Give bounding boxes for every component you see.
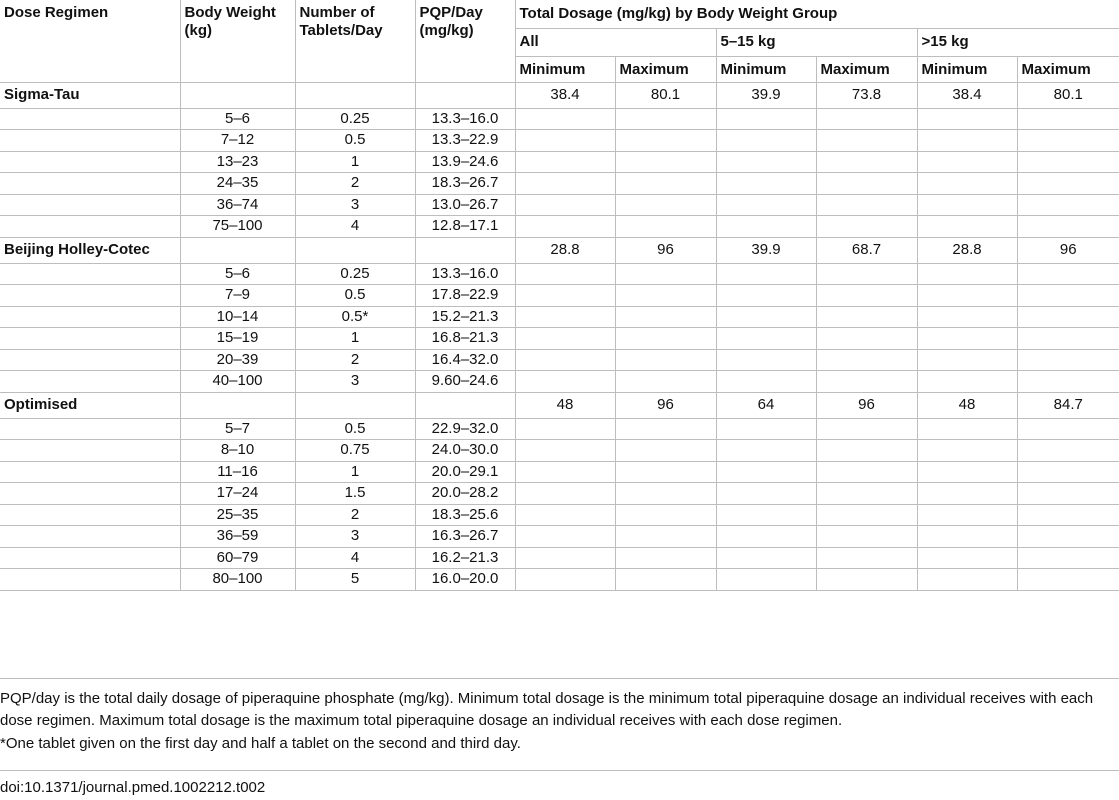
empty-cell	[615, 151, 716, 173]
empty-cell	[716, 461, 816, 483]
empty-cell	[917, 569, 1017, 591]
empty-cell	[716, 526, 816, 548]
empty-cell	[816, 461, 917, 483]
empty-cell	[0, 173, 180, 195]
empty-cell	[1017, 216, 1119, 238]
tablets-cell: 2	[295, 173, 415, 195]
regimen-row	[0, 82, 1119, 108]
empty-cell	[716, 483, 816, 505]
total-gt15-maximum: 84.7	[1017, 392, 1119, 418]
pqp-cell: 13.0–26.7	[415, 194, 515, 216]
tablets-cell: 2	[295, 349, 415, 371]
body-weight-cell: 17–24	[180, 483, 295, 505]
empty-cell	[515, 130, 615, 152]
table-row	[0, 194, 1119, 216]
empty-cell	[0, 371, 180, 393]
empty-cell	[716, 440, 816, 462]
tablets-cell: 0.5	[295, 418, 415, 440]
total-gt15-maximum: 96	[1017, 237, 1119, 263]
empty-cell	[515, 371, 615, 393]
empty-cell	[615, 349, 716, 371]
pqp-cell: 12.8–17.1	[415, 216, 515, 238]
empty-cell	[615, 285, 716, 307]
pqp-cell: 13.9–24.6	[415, 151, 515, 173]
empty-cell	[295, 237, 415, 263]
total-gt15-maximum: 80.1	[1017, 82, 1119, 108]
empty-cell	[1017, 108, 1119, 130]
header-group-gt15: >15 kg	[917, 28, 1119, 56]
empty-cell	[515, 216, 615, 238]
table-row	[0, 130, 1119, 152]
empty-cell	[515, 285, 615, 307]
empty-cell	[1017, 328, 1119, 350]
empty-cell	[917, 328, 1017, 350]
empty-cell	[917, 547, 1017, 569]
body-weight-cell: 13–23	[180, 151, 295, 173]
empty-cell	[415, 392, 515, 418]
empty-cell	[816, 328, 917, 350]
table-row	[0, 504, 1119, 526]
empty-cell	[615, 526, 716, 548]
empty-cell	[515, 483, 615, 505]
empty-cell	[1017, 371, 1119, 393]
empty-cell	[816, 371, 917, 393]
empty-cell	[615, 569, 716, 591]
body-weight-cell: 5–7	[180, 418, 295, 440]
body-weight-cell: 36–74	[180, 194, 295, 216]
empty-cell	[615, 108, 716, 130]
header-total-dosage: Total Dosage (mg/kg) by Body Weight Group	[515, 0, 1119, 28]
empty-cell	[1017, 263, 1119, 285]
total-gt15-minimum: 38.4	[917, 82, 1017, 108]
pqp-cell: 13.3–16.0	[415, 108, 515, 130]
total-5-15-minimum: 39.9	[716, 82, 816, 108]
body-weight-cell: 20–39	[180, 349, 295, 371]
empty-cell	[515, 263, 615, 285]
table-row	[0, 216, 1119, 238]
tablets-cell: 3	[295, 371, 415, 393]
empty-cell	[917, 151, 1017, 173]
empty-cell	[0, 418, 180, 440]
header-pqp-per-day: PQP/Day (mg/kg)	[415, 0, 515, 82]
tablets-cell: 0.25	[295, 108, 415, 130]
total-all-maximum: 80.1	[615, 82, 716, 108]
header-gt15-maximum: Maximum	[1017, 56, 1119, 82]
empty-cell	[615, 173, 716, 195]
table-row	[0, 483, 1119, 505]
empty-cell	[515, 504, 615, 526]
tablets-cell: 4	[295, 216, 415, 238]
pqp-cell: 18.3–26.7	[415, 173, 515, 195]
empty-cell	[0, 194, 180, 216]
empty-cell	[917, 483, 1017, 505]
empty-cell	[615, 263, 716, 285]
empty-cell	[615, 328, 716, 350]
empty-cell	[1017, 461, 1119, 483]
empty-cell	[515, 569, 615, 591]
body-weight-cell: 5–6	[180, 108, 295, 130]
empty-cell	[917, 526, 1017, 548]
empty-cell	[0, 547, 180, 569]
empty-cell	[1017, 173, 1119, 195]
empty-cell	[180, 82, 295, 108]
empty-cell	[917, 263, 1017, 285]
empty-cell	[0, 285, 180, 307]
total-all-minimum: 48	[515, 392, 615, 418]
empty-cell	[0, 504, 180, 526]
regimen-row	[0, 237, 1119, 263]
empty-cell	[515, 349, 615, 371]
empty-cell	[917, 461, 1017, 483]
empty-cell	[515, 306, 615, 328]
empty-cell	[1017, 349, 1119, 371]
empty-cell	[917, 306, 1017, 328]
empty-cell	[816, 194, 917, 216]
doi-container	[0, 770, 1119, 797]
pqp-cell: 17.8–22.9	[415, 285, 515, 307]
empty-cell	[716, 173, 816, 195]
empty-cell	[615, 306, 716, 328]
header-body-weight: Body Weight (kg)	[180, 0, 295, 82]
empty-cell	[615, 418, 716, 440]
table-row	[0, 108, 1119, 130]
header-all-minimum: Minimum	[515, 56, 615, 82]
empty-cell	[515, 328, 615, 350]
body-weight-cell: 10–14	[180, 306, 295, 328]
table-body	[0, 82, 1119, 590]
body-weight-cell: 5–6	[180, 263, 295, 285]
empty-cell	[1017, 483, 1119, 505]
empty-cell	[180, 237, 295, 263]
total-all-maximum: 96	[615, 392, 716, 418]
empty-cell	[615, 130, 716, 152]
pqp-cell: 20.0–28.2	[415, 483, 515, 505]
body-weight-cell: 7–9	[180, 285, 295, 307]
table-row	[0, 547, 1119, 569]
empty-cell	[917, 349, 1017, 371]
pqp-cell: 9.60–24.6	[415, 371, 515, 393]
body-weight-cell: 75–100	[180, 216, 295, 238]
empty-cell	[615, 461, 716, 483]
empty-cell	[1017, 547, 1119, 569]
total-5-15-maximum: 73.8	[816, 82, 917, 108]
empty-cell	[1017, 194, 1119, 216]
empty-cell	[515, 194, 615, 216]
pqp-cell: 16.2–21.3	[415, 547, 515, 569]
empty-cell	[816, 173, 917, 195]
empty-cell	[917, 418, 1017, 440]
tablets-cell: 4	[295, 547, 415, 569]
empty-cell	[295, 392, 415, 418]
pqp-cell: 15.2–21.3	[415, 306, 515, 328]
empty-cell	[917, 173, 1017, 195]
empty-cell	[615, 371, 716, 393]
tablets-cell: 0.5	[295, 285, 415, 307]
empty-cell	[816, 483, 917, 505]
empty-cell	[415, 82, 515, 108]
empty-cell	[917, 216, 1017, 238]
body-weight-cell: 7–12	[180, 130, 295, 152]
empty-cell	[0, 130, 180, 152]
table-row	[0, 173, 1119, 195]
header-group-5-15: 5–15 kg	[716, 28, 917, 56]
empty-cell	[0, 526, 180, 548]
total-gt15-minimum: 48	[917, 392, 1017, 418]
empty-cell	[515, 461, 615, 483]
empty-cell	[515, 418, 615, 440]
body-weight-cell: 24–35	[180, 173, 295, 195]
footnote-definitions: PQP/day is the total daily dosage of piperaquine phosphate (mg/kg). Minimum total dosage is the minimum total piperaquine dosage an individual receives with each dose regimen. Maximum total dosage is the maximum total piperaquine dosage an individual receives with each dose regimen.	[0, 690, 1094, 729]
total-5-15-minimum: 64	[716, 392, 816, 418]
tablets-cell: 3	[295, 526, 415, 548]
doi-link[interactable]: doi:10.1371/journal.pmed.1002212.t002	[0, 779, 266, 796]
empty-cell	[0, 108, 180, 130]
empty-cell	[615, 440, 716, 462]
body-weight-cell: 36–59	[180, 526, 295, 548]
pqp-cell: 13.3–22.9	[415, 130, 515, 152]
table-row	[0, 349, 1119, 371]
total-all-minimum: 28.8	[515, 237, 615, 263]
empty-cell	[716, 418, 816, 440]
empty-cell	[0, 569, 180, 591]
body-weight-cell: 25–35	[180, 504, 295, 526]
pqp-cell: 16.4–32.0	[415, 349, 515, 371]
empty-cell	[917, 285, 1017, 307]
header-gt15-minimum: Minimum	[917, 56, 1017, 82]
empty-cell	[0, 461, 180, 483]
table-row	[0, 440, 1119, 462]
empty-cell	[816, 440, 917, 462]
empty-cell	[1017, 130, 1119, 152]
empty-cell	[615, 483, 716, 505]
empty-cell	[0, 306, 180, 328]
tablets-cell: 0.25	[295, 263, 415, 285]
header-5-15-minimum: Minimum	[716, 56, 816, 82]
empty-cell	[816, 151, 917, 173]
empty-cell	[917, 130, 1017, 152]
body-weight-cell: 15–19	[180, 328, 295, 350]
empty-cell	[1017, 440, 1119, 462]
pqp-cell: 13.3–16.0	[415, 263, 515, 285]
tablets-cell: 1	[295, 328, 415, 350]
empty-cell	[816, 306, 917, 328]
empty-cell	[716, 285, 816, 307]
empty-cell	[716, 328, 816, 350]
empty-cell	[0, 263, 180, 285]
empty-cell	[716, 569, 816, 591]
empty-cell	[0, 328, 180, 350]
empty-cell	[1017, 504, 1119, 526]
empty-cell	[716, 371, 816, 393]
regimen-row	[0, 392, 1119, 418]
empty-cell	[816, 504, 917, 526]
pqp-cell: 16.8–21.3	[415, 328, 515, 350]
empty-cell	[917, 504, 1017, 526]
empty-cell	[917, 371, 1017, 393]
tablets-cell: 1	[295, 151, 415, 173]
empty-cell	[0, 483, 180, 505]
empty-cell	[515, 526, 615, 548]
header-tablets-per-day: Number of Tablets/Day	[295, 0, 415, 82]
empty-cell	[1017, 526, 1119, 548]
empty-cell	[716, 216, 816, 238]
body-weight-cell: 11–16	[180, 461, 295, 483]
pqp-cell: 20.0–29.1	[415, 461, 515, 483]
body-weight-cell: 40–100	[180, 371, 295, 393]
body-weight-cell: 80–100	[180, 569, 295, 591]
empty-cell	[0, 349, 180, 371]
total-all-minimum: 38.4	[515, 82, 615, 108]
table-row	[0, 285, 1119, 307]
table-row	[0, 526, 1119, 548]
empty-cell	[816, 108, 917, 130]
header-dose-regimen: Dose Regimen	[0, 0, 180, 82]
table-row	[0, 263, 1119, 285]
empty-cell	[716, 349, 816, 371]
empty-cell	[816, 547, 917, 569]
empty-cell	[816, 216, 917, 238]
table-row	[0, 328, 1119, 350]
pqp-cell: 18.3–25.6	[415, 504, 515, 526]
body-weight-cell: 60–79	[180, 547, 295, 569]
empty-cell	[816, 130, 917, 152]
empty-cell	[0, 440, 180, 462]
empty-cell	[515, 108, 615, 130]
tablets-cell: 3	[295, 194, 415, 216]
empty-cell	[716, 130, 816, 152]
total-5-15-minimum: 39.9	[716, 237, 816, 263]
empty-cell	[515, 151, 615, 173]
tablets-cell: 0.75	[295, 440, 415, 462]
empty-cell	[0, 216, 180, 238]
tablets-cell: 1	[295, 461, 415, 483]
table-row	[0, 418, 1119, 440]
tablets-cell: 5	[295, 569, 415, 591]
empty-cell	[917, 194, 1017, 216]
header-5-15-maximum: Maximum	[816, 56, 917, 82]
total-gt15-minimum: 28.8	[917, 237, 1017, 263]
tablets-cell: 0.5	[295, 130, 415, 152]
empty-cell	[0, 151, 180, 173]
empty-cell	[615, 216, 716, 238]
table-footnotes	[0, 678, 1119, 755]
empty-cell	[816, 349, 917, 371]
empty-cell	[515, 547, 615, 569]
empty-cell	[1017, 569, 1119, 591]
tablets-cell: 1.5	[295, 483, 415, 505]
empty-cell	[716, 151, 816, 173]
pqp-cell: 22.9–32.0	[415, 418, 515, 440]
empty-cell	[716, 263, 816, 285]
empty-cell	[515, 440, 615, 462]
empty-cell	[1017, 306, 1119, 328]
empty-cell	[716, 194, 816, 216]
table-header	[0, 0, 1119, 82]
empty-cell	[716, 108, 816, 130]
body-weight-cell: 8–10	[180, 440, 295, 462]
tablets-cell: 0.5*	[295, 306, 415, 328]
empty-cell	[615, 547, 716, 569]
empty-cell	[615, 504, 716, 526]
empty-cell	[1017, 285, 1119, 307]
pqp-cell: 24.0–30.0	[415, 440, 515, 462]
empty-cell	[615, 194, 716, 216]
table-row	[0, 151, 1119, 173]
empty-cell	[515, 173, 615, 195]
empty-cell	[1017, 151, 1119, 173]
empty-cell	[816, 526, 917, 548]
pqp-cell: 16.3–26.7	[415, 526, 515, 548]
regimen-name: Optimised	[0, 392, 180, 418]
total-all-maximum: 96	[615, 237, 716, 263]
total-5-15-maximum: 96	[816, 392, 917, 418]
empty-cell	[716, 547, 816, 569]
regimen-name: Beijing Holley-Cotec	[0, 237, 180, 263]
empty-cell	[816, 569, 917, 591]
empty-cell	[816, 285, 917, 307]
empty-cell	[180, 392, 295, 418]
tablets-cell: 2	[295, 504, 415, 526]
pqp-cell: 16.0–20.0	[415, 569, 515, 591]
empty-cell	[1017, 418, 1119, 440]
table-row	[0, 371, 1119, 393]
table-row	[0, 461, 1119, 483]
empty-cell	[816, 263, 917, 285]
empty-cell	[917, 108, 1017, 130]
empty-cell	[415, 237, 515, 263]
empty-cell	[716, 504, 816, 526]
total-5-15-maximum: 68.7	[816, 237, 917, 263]
header-group-all: All	[515, 28, 716, 56]
regimen-name: Sigma-Tau	[0, 82, 180, 108]
empty-cell	[716, 306, 816, 328]
header-all-maximum: Maximum	[615, 56, 716, 82]
table-row	[0, 306, 1119, 328]
empty-cell	[917, 440, 1017, 462]
footnote-asterisk: *One tablet given on the first day and half a tablet on the second and third day.	[0, 735, 521, 752]
empty-cell	[816, 418, 917, 440]
empty-cell	[295, 82, 415, 108]
table-row	[0, 569, 1119, 591]
